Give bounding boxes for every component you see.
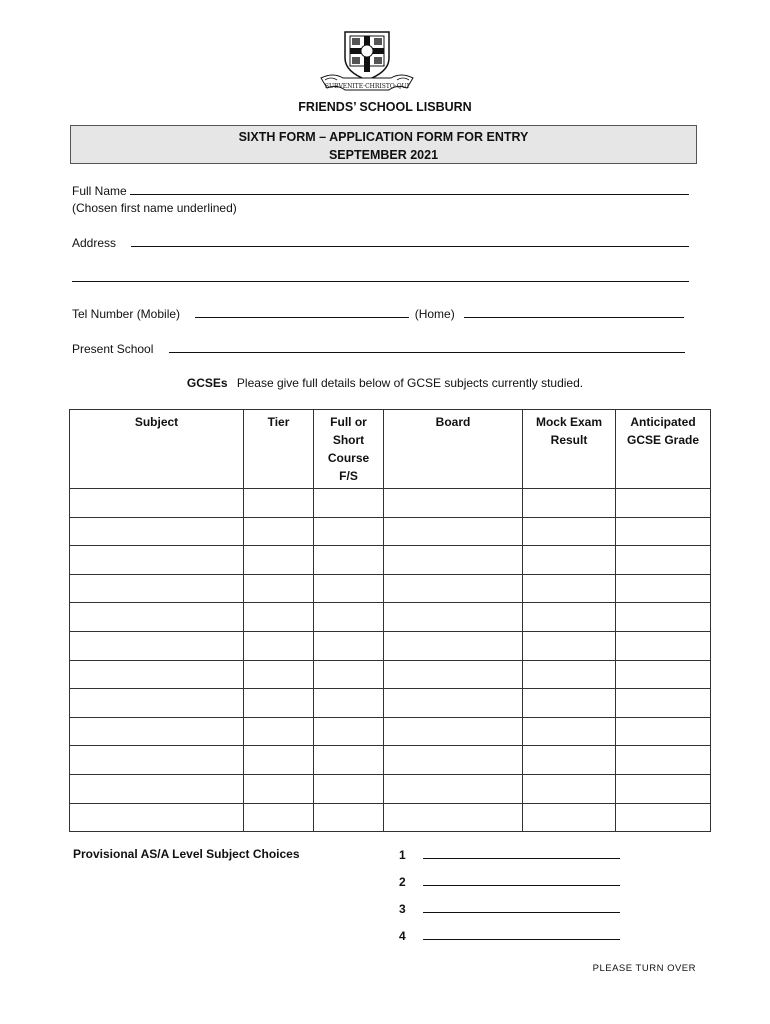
cell-mock-result[interactable] <box>523 689 616 718</box>
cell-anticipated-grade[interactable] <box>616 574 711 603</box>
school-name: FRIENDS’ SCHOOL LISBURN <box>298 100 472 114</box>
cell-tier[interactable] <box>244 546 314 575</box>
cell-anticipated-grade[interactable] <box>616 631 711 660</box>
cell-anticipated-grade[interactable] <box>616 603 711 632</box>
alevel-choice-4[interactable] <box>399 928 620 943</box>
choice-input-line[interactable] <box>423 901 620 913</box>
table-row <box>70 574 711 603</box>
cell-tier[interactable] <box>244 489 314 518</box>
gcse-instruction-text: Please give full details below of GCSE subjects currently studied. <box>236 376 584 390</box>
cell-mock-result[interactable] <box>523 603 616 632</box>
table-row <box>70 746 711 775</box>
cell-tier[interactable] <box>244 517 314 546</box>
cell-tier[interactable] <box>244 774 314 803</box>
gcse-label: GCSEs <box>186 376 228 390</box>
cell-mock-result[interactable] <box>523 746 616 775</box>
cell-board[interactable] <box>384 631 523 660</box>
school-crest-logo <box>317 28 417 96</box>
cell-subject[interactable] <box>70 546 244 575</box>
cell-mock-result[interactable] <box>523 660 616 689</box>
table-row <box>70 774 711 803</box>
cell-course[interactable] <box>314 774 384 803</box>
form-title-box <box>70 125 697 164</box>
cell-course[interactable] <box>314 574 384 603</box>
crest-motto: SUBVENITE·CHRISTO·QUI <box>324 83 410 90</box>
table-row <box>70 517 711 546</box>
cell-subject[interactable] <box>70 489 244 518</box>
alevel-choices-label: Provisional AS/A Level Subject Choices <box>73 847 300 861</box>
cell-mock-result[interactable] <box>523 489 616 518</box>
choice-number: 3 <box>399 902 406 916</box>
col-anticipated-grade: Anticipated GCSE Grade <box>616 410 711 489</box>
col-course: Full or Short Course F/S <box>314 410 384 489</box>
cell-tier[interactable] <box>244 689 314 718</box>
cell-board[interactable] <box>384 774 523 803</box>
cell-subject[interactable] <box>70 746 244 775</box>
table-row <box>70 717 711 746</box>
cell-course[interactable] <box>314 803 384 832</box>
cell-board[interactable] <box>384 717 523 746</box>
cell-board[interactable] <box>384 660 523 689</box>
table-row <box>70 489 711 518</box>
cell-course[interactable] <box>314 546 384 575</box>
tel-mobile-label: Tel Number (Mobile) <box>72 307 181 321</box>
col-subject: Subject <box>70 410 244 489</box>
tel-home-label: (Home) <box>414 307 455 321</box>
choice-number: 1 <box>399 848 406 862</box>
cell-board[interactable] <box>384 603 523 632</box>
cell-board[interactable] <box>384 574 523 603</box>
table-row <box>70 546 711 575</box>
gcse-table <box>69 409 711 832</box>
gcse-instructions <box>0 376 770 390</box>
please-turn-over: PLEASE TURN OVER <box>592 963 696 974</box>
cell-course[interactable] <box>314 489 384 518</box>
cell-course[interactable] <box>314 660 384 689</box>
full-name-label: Full Name <box>72 184 127 198</box>
cell-anticipated-grade[interactable] <box>616 660 711 689</box>
cell-tier[interactable] <box>244 746 314 775</box>
cell-subject[interactable] <box>70 631 244 660</box>
address-input-line-2[interactable] <box>72 270 689 282</box>
cell-mock-result[interactable] <box>523 631 616 660</box>
cell-mock-result[interactable] <box>523 574 616 603</box>
cell-anticipated-grade[interactable] <box>616 803 711 832</box>
cell-course[interactable] <box>314 631 384 660</box>
choice-input-line[interactable] <box>423 928 620 940</box>
cell-subject[interactable] <box>70 517 244 546</box>
cell-course[interactable] <box>314 603 384 632</box>
cell-anticipated-grade[interactable] <box>616 746 711 775</box>
alevel-choice-3[interactable] <box>399 901 620 916</box>
cell-board[interactable] <box>384 546 523 575</box>
form-date: SEPTEMBER 2021 <box>328 148 439 162</box>
full-name-field[interactable] <box>72 183 689 198</box>
cell-subject[interactable] <box>70 803 244 832</box>
choice-number: 2 <box>399 875 406 889</box>
cell-mock-result[interactable] <box>523 546 616 575</box>
present-school-input-line[interactable] <box>169 341 685 353</box>
cell-subject[interactable] <box>70 689 244 718</box>
choice-input-line[interactable] <box>423 847 620 859</box>
cell-board[interactable] <box>384 517 523 546</box>
table-row <box>70 803 711 832</box>
cell-anticipated-grade[interactable] <box>616 774 711 803</box>
table-row <box>70 689 711 718</box>
cell-mock-result[interactable] <box>523 717 616 746</box>
cell-tier[interactable] <box>244 631 314 660</box>
cell-tier[interactable] <box>244 717 314 746</box>
tel-mobile-input-line[interactable] <box>195 306 409 318</box>
cell-mock-result[interactable] <box>523 517 616 546</box>
cell-course[interactable] <box>314 517 384 546</box>
cell-board[interactable] <box>384 689 523 718</box>
cell-subject[interactable] <box>70 603 244 632</box>
cell-anticipated-grade[interactable] <box>616 717 711 746</box>
tel-home-input-line[interactable] <box>464 306 684 318</box>
full-name-note: (Chosen first name underlined) <box>72 201 237 215</box>
cell-anticipated-grade[interactable] <box>616 689 711 718</box>
address-label: Address <box>72 236 117 250</box>
cell-tier[interactable] <box>244 574 314 603</box>
choice-input-line[interactable] <box>423 874 620 886</box>
col-tier: Tier <box>244 410 314 489</box>
col-board: Board <box>384 410 523 489</box>
cell-board[interactable] <box>384 803 523 832</box>
cell-board[interactable] <box>384 489 523 518</box>
cell-course[interactable] <box>314 717 384 746</box>
cell-mock-result[interactable] <box>523 774 616 803</box>
table-row <box>70 603 711 632</box>
cell-course[interactable] <box>314 689 384 718</box>
cell-tier[interactable] <box>244 660 314 689</box>
tel-field[interactable] <box>72 306 684 321</box>
col-mock-result: Mock Exam Result <box>523 410 616 489</box>
present-school-label: Present School <box>72 342 154 356</box>
cell-subject[interactable] <box>70 660 244 689</box>
cell-subject[interactable] <box>70 717 244 746</box>
cell-anticipated-grade[interactable] <box>616 517 711 546</box>
table-row <box>70 631 711 660</box>
cell-subject[interactable] <box>70 774 244 803</box>
address-input-line-1[interactable] <box>131 235 689 247</box>
cell-board[interactable] <box>384 746 523 775</box>
cell-anticipated-grade[interactable] <box>616 546 711 575</box>
present-school-field[interactable] <box>72 341 685 356</box>
address-line-2[interactable] <box>72 270 689 285</box>
full-name-input-line[interactable] <box>130 183 689 195</box>
form-title: SIXTH FORM – APPLICATION FORM FOR ENTRY <box>238 130 529 144</box>
gcse-header-row <box>70 410 711 489</box>
cell-subject[interactable] <box>70 574 244 603</box>
cell-tier[interactable] <box>244 803 314 832</box>
alevel-choice-2[interactable] <box>399 874 620 889</box>
cell-mock-result[interactable] <box>523 803 616 832</box>
cell-course[interactable] <box>314 746 384 775</box>
cell-tier[interactable] <box>244 603 314 632</box>
table-row <box>70 660 711 689</box>
address-field[interactable] <box>72 235 689 250</box>
alevel-choice-1[interactable] <box>399 847 620 862</box>
cell-anticipated-grade[interactable] <box>616 489 711 518</box>
choice-number: 4 <box>399 929 406 943</box>
